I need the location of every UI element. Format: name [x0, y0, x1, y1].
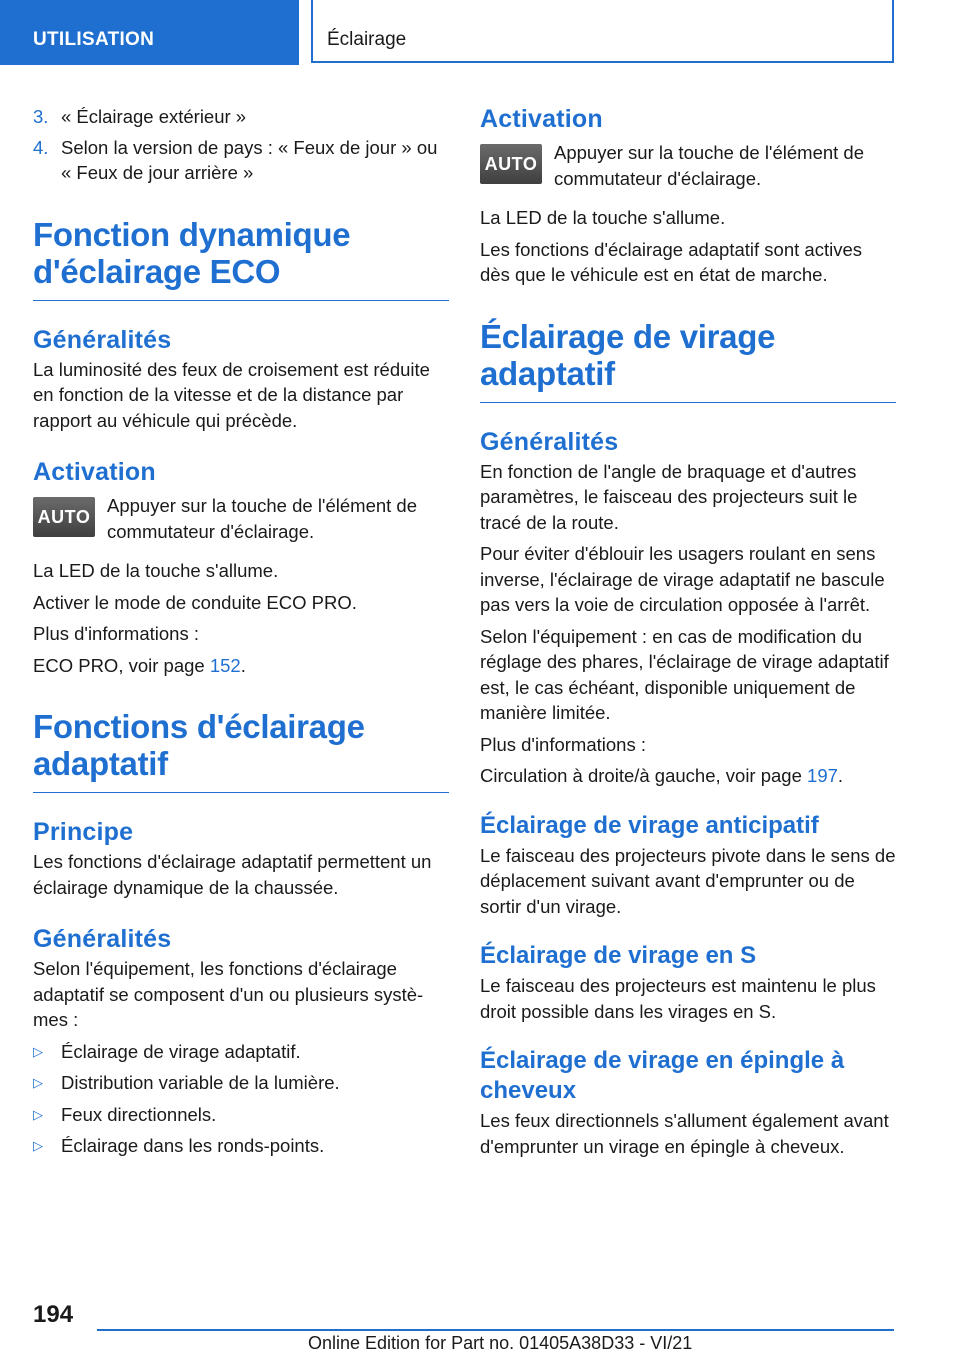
header-section-label: UTILISATION	[33, 29, 155, 50]
right-column	[480, 104, 896, 1165]
item-number: 4.	[33, 136, 49, 158]
page-link[interactable]: 152	[209, 654, 241, 676]
triangle-bullet-icon: ▷	[33, 1138, 43, 1153]
generalites-text: La luminosité des feux de croisement est réduite en fonction de la vitesse et de la distance par rapport au véhicule qui précède.	[33, 358, 430, 431]
epingle-text: Les feux directionnels s'allument également avant d'emprunter un virage en épingle à cheveux.	[480, 1110, 889, 1157]
reference	[33, 653, 449, 679]
anticipatif-text: Le faisceau des projecteurs pivote dans le sens de déplacement suivant avant d'emprunter ou de sortir d'un virage.	[480, 844, 896, 917]
item-text: « Éclairage extérieur »	[61, 106, 247, 127]
heading-virage: Éclairage de virage adaptatif	[480, 318, 896, 403]
active-text: Les fonctions d'éclairage adaptatif sont actives dès que le véhicule est en état de marche.	[480, 238, 862, 285]
activation-text: Appuyer sur la touche de l'élément de commutateur d'éclairage.	[107, 495, 418, 542]
auto-instruction	[480, 140, 896, 191]
reference-text: Circulation à droite/à gauche, voir page	[480, 765, 808, 786]
led-text: La LED de la touche s'allume.	[33, 560, 279, 581]
generalites-2-text: Selon l'équipement, les fonctions d'éclairage adaptatif se composent d'un ou plusieurs systèmes :	[33, 958, 424, 1030]
reference-end: .	[837, 765, 844, 786]
triangle-bullet-icon: ▷	[33, 1043, 43, 1059]
heading-eco: Fonction dynamique d'éclairage ECO	[33, 216, 449, 301]
auto-instruction	[33, 493, 449, 544]
page-link[interactable]: 197	[807, 765, 838, 786]
list-item-text: Éclairage de virage adaptatif.	[61, 1040, 301, 1062]
heading-generalites: Généralités	[33, 325, 172, 354]
auto-button-icon: AUTO	[33, 497, 95, 537]
more-info-text: Plus d'informations :	[33, 623, 199, 644]
heading-generalites-2: Généralités	[33, 925, 172, 953]
heading-activation: Activation	[33, 458, 156, 486]
left-column	[33, 104, 449, 1165]
footer-edition: Online Edition for Part no. 01405A38D33 - VI/21	[308, 1333, 693, 1353]
list-item-text: Feux directionnels.	[61, 1103, 217, 1125]
page-number: 194	[33, 1301, 74, 1328]
reference	[480, 763, 896, 789]
led-text: La LED de la touche s'allume.	[480, 207, 726, 228]
heading-adaptive: Fonctions d'éclairage adaptatif	[33, 708, 449, 793]
generalites-p3: Selon l'équipement : en cas de modification du réglage des phares, l'éclairage de virage adaptatif est, le cas échéant, disponible uniquement de manière limitée.	[480, 625, 889, 723]
heading-generalites: Généralités	[480, 427, 619, 456]
systems-list	[33, 1039, 449, 1159]
heading-principe: Principe	[33, 818, 134, 846]
header-title: Éclairage	[327, 29, 407, 50]
reference-end: .	[240, 654, 246, 676]
list-item	[33, 1102, 449, 1128]
list-item-text: Distribution variable de la lumière.	[61, 1072, 340, 1093]
header-section-tab	[0, 0, 299, 65]
list-item	[33, 1039, 449, 1065]
heading-anticipatif: Éclairage de virage anticipatif	[480, 811, 819, 839]
virage-s-text: Le faisceau des projecteurs est maintenu le plus droit possible dans les virages en S.	[480, 975, 876, 1022]
numbered-item	[33, 104, 449, 130]
principe-text: Les fonctions d'éclairage adaptatif permettent un éclairage dynamique de la chaussée.	[33, 851, 432, 898]
item-text: Selon la version de pays : « Feux de jour » ou « Feux de jour arrière »	[61, 136, 438, 183]
triangle-bullet-icon: ▷	[33, 1075, 43, 1090]
heading-epingle: Éclairage de virage en épingle à cheveux	[480, 1047, 845, 1104]
triangle-bullet-icon: ▷	[33, 1106, 43, 1122]
list-item-text: Éclairage dans les ronds-points.	[61, 1135, 325, 1156]
auto-button-icon: AUTO	[480, 144, 542, 184]
heading-activation: Activation	[480, 105, 603, 133]
heading-virage-s: Éclairage de virage en S	[480, 942, 757, 969]
numbered-item	[33, 135, 449, 186]
more-info-text: Plus d'informations :	[480, 733, 646, 755]
generalites-p1: En fonction de l'angle de braquage et d'autres paramètres, le faisceau des projecteurs suit le tracé de la route.	[480, 460, 858, 533]
eco-mode-text: Activer le mode de conduite ECO PRO.	[33, 591, 357, 613]
item-number: 3.	[33, 106, 49, 127]
list-item	[33, 1070, 449, 1096]
list-item	[33, 1133, 449, 1159]
reference-text: ECO PRO, voir page	[33, 654, 210, 676]
footer-divider	[97, 1329, 894, 1331]
header-title-box	[311, 0, 894, 63]
activation-text: Appuyer sur la touche de l'élément de commutateur d'éclairage.	[554, 142, 865, 189]
generalites-p2: Pour éviter d'éblouir les usagers roulant en sens inverse, l'éclairage de virage adaptatif ne bascule pas vers la voie de circulation opposée à l'arrêt.	[480, 543, 885, 615]
